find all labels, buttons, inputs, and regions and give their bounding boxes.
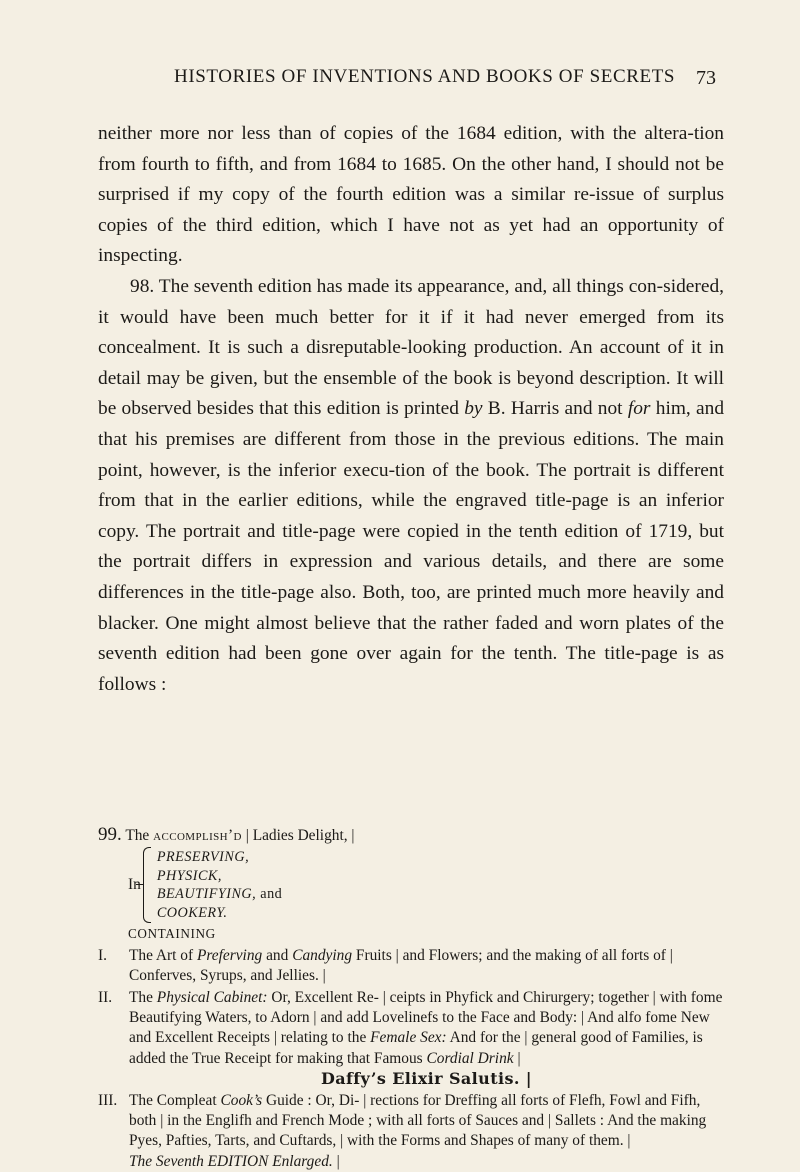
- title-line: [98, 825, 724, 846]
- body-text: [98, 119, 724, 700]
- item1-preserving: Preferving: [196, 946, 263, 964]
- section-number: 99.: [98, 824, 122, 845]
- item2-blackletter: Daffy’s Elixir Salutis. |: [320, 1069, 533, 1089]
- p98-text-c: him, and that his premises are different from those in the previous editions. The main point, however, is the inferior execu-tion of the book. The portrait is different from that in the earlier editions, while the engraved title-page is an inferior copy. The portrait and title-page were copied in the tenth edition of 1719, but the portrait differs in expression and various details, and there are some differences in the title-page also. Both, too, are printed much more heavily and blacker. One might almost believe that the rather faded and worn plates of the seventh edition had been gone over again for the tenth. The title-page is as follows :: [98, 398, 725, 695]
- item-number: III.: [98, 1091, 118, 1109]
- title-page-transcription: [98, 825, 724, 1172]
- item2-physical-cabinet: Physical Cabinet:: [156, 988, 268, 1006]
- brace-items: [157, 848, 282, 922]
- item-text: [129, 946, 724, 987]
- containing-label: CONTAINING: [128, 926, 216, 942]
- running-title: HISTORIES OF INVENTIONS AND BOOKS OF SECRETS: [174, 66, 676, 87]
- title-the: The: [125, 827, 150, 844]
- contents-item: [98, 946, 724, 987]
- p98-text-a: 98. The seventh edition has made its appearance, and, all things con-sidered, it would have been much better for it if it had never emerged from its concealment. It is such a disreputable-looking production. An account of it in detail may be given, but the ensemble of the book is beyond description. It will be observed besides that this edition is printed: [98, 275, 724, 420]
- contents-item: [98, 988, 724, 1090]
- item1-b: Fruits | and Flowers; and the making of all forts of | Conferves, Syrups, and Jellies. |: [129, 946, 673, 985]
- title-accomplishd: accomplish’d: [153, 827, 242, 844]
- item2-d: |: [517, 1049, 521, 1067]
- page-header: [0, 66, 800, 96]
- item3-b: Guide : Or, Di- | rections for Dreffing all forts of Flefh, Fowl and Fifh, both | in the Englifh and French Mode ; with all forts of Sauces and | Sallets : And the making Pyes, Pafties, Tarts, and Cuftards, | with the Forms and Shapes of many of them. |: [129, 1091, 707, 1150]
- item1-a: The Art of: [129, 946, 194, 964]
- item1-and: and: [266, 946, 289, 964]
- brace-item: PRESERVING,: [156, 849, 250, 866]
- item2-cordial-drink: Cordial Drink: [426, 1049, 514, 1067]
- brace-in-word: In: [128, 876, 141, 894]
- item-number: I.: [98, 946, 107, 964]
- item1-candying: Candying: [292, 946, 353, 964]
- brace-and: and: [260, 886, 283, 903]
- item3-end: |: [336, 1152, 340, 1170]
- item3-seventh-edition: The Seventh EDITION Enlarged.: [129, 1152, 333, 1170]
- item2-c: And for the | general good of Families, is added the True Receipt for making that Famous: [129, 1029, 703, 1067]
- paragraph-continuation: neither more nor less than of copies of the 1684 edition, with the altera-tion from fourth to fifth, and from 1684 to 1685. On the other hand, I should not be surprised if my copy of the fourth edition was a similar re-issue of surplus copies of the third edition, which I have not as yet had an opportunity of inspecting.: [98, 123, 724, 267]
- brace-item: COOKERY.: [156, 905, 228, 921]
- contents-item: [98, 1091, 724, 1172]
- brace-item: PHYSICK,: [156, 867, 222, 884]
- item2-female-sex: Female Sex:: [370, 1029, 447, 1047]
- item3-a: The Compleat: [129, 1091, 217, 1109]
- item-number: II.: [98, 988, 113, 1006]
- item-text: [129, 1091, 724, 1172]
- item2-b: Or, Excellent Re- | ceipts in Phyfick and Chirurgery; together | with fome Beautifying Waters, to Adorn | and add Lovelinefs to the Face and Body: | And alfo fome New and Excellent Receipts | relating to the: [129, 988, 723, 1047]
- paragraph-98: [98, 272, 724, 700]
- brace-item-text: BEAUTIFYING,: [156, 886, 257, 903]
- item2-a: The: [129, 988, 153, 1006]
- p98-text-b: B. Harris and not: [487, 398, 623, 420]
- item3-cooks: Cook’s: [220, 1091, 263, 1109]
- page-number: 73: [696, 67, 716, 89]
- curly-brace: [143, 847, 151, 923]
- brace-list: [128, 847, 724, 923]
- title-ladies-delight: | Ladies Delight, |: [245, 827, 355, 844]
- p98-by: by: [464, 398, 483, 420]
- brace-item: [157, 885, 282, 904]
- item-text: [129, 988, 724, 1090]
- p98-for: for: [627, 398, 651, 420]
